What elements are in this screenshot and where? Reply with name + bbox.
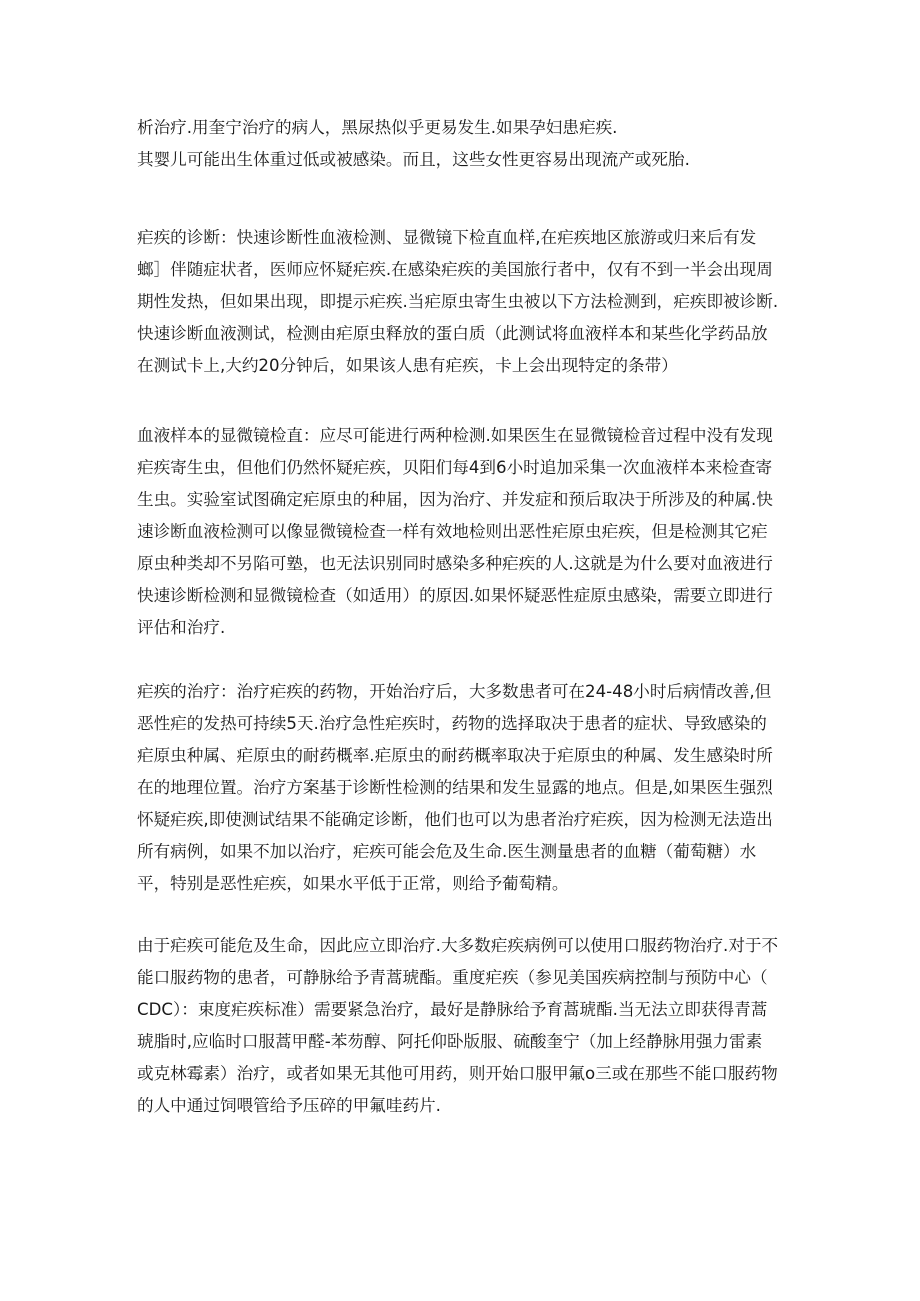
text-line: 快速诊断检测和显微镜检查（如适用）的原因.如果怀疑恶性症原虫感染，需要立即进行	[137, 586, 773, 605]
text-line: 原虫种类却不另陷可塾，也无法识别同时感染多种疟疾的人.这就是为什么要对血液进行	[137, 554, 773, 573]
text-line: CDC）：束度疟疾标准）需要紧急治疗，最好是静脉给予育蒿琥酯.当无法立即获得青蒿	[137, 1000, 768, 1019]
paragraph-treatment	[137, 676, 773, 900]
text-line: 在测试卡上,大约20分钟后，如果该人患有疟疾，卡上会出现特定的条带）	[137, 356, 678, 375]
text-line: 疟疾寄生虫，但他们仍然怀疑疟疾，贝阳们每4到6小时追加采集一次血液样本来检查寄	[137, 458, 773, 477]
text-line: 能口服药物的患者，可静脉给予青蒿琥酯。重度疟疾（参见美国疾病控制与预防中心（	[137, 968, 768, 987]
text-line: 血液样本的显微镜检直：应尽可能进行两种检测.如果医生在显微镜检音过程中没有发现	[137, 426, 773, 445]
text-line: 疟原虫种属、疟原虫的耐药概率.疟原虫的耐药概率取决于疟原虫的种属、发生感染时所	[137, 746, 773, 765]
text-line: 速诊断血液检测可以像显微镜检查一样有效地检则出恶性疟原虫疟疾，但是检测其它疟	[137, 522, 768, 541]
paragraph-emergency-treatment	[137, 930, 778, 1122]
text-line: 期性发热，但如果出现，即提示疟疾.当疟原虫寄生虫被以下方法检测到，疟疾即被诊断.	[137, 292, 779, 311]
text-line: 的人中通过饲喂管给予压碎的甲氟哇药片.	[137, 1096, 441, 1115]
paragraph-pregnancy-risk	[137, 112, 690, 176]
text-line: 生虫。实验室试图确定疟原虫的种届，因为治疗、并发症和预后取决于所涉及的种属.快	[137, 490, 773, 509]
text-line: 所有病例，如果不加以治疗，疟疾可能会危及生命.医生测量患者的血糖（葡萄糖）水	[137, 842, 757, 861]
paragraph-microscopy	[137, 420, 773, 644]
text-line: 其婴儿可能出生体重过低或被感染。而且，这些女性更容易出现流产或死胎.	[137, 150, 690, 169]
text-line: 琥脂时,应临时口服蒿甲醛-苯芴醇、阿托仰卧版服、硫酸奎宁（加上经静脉用强力雷素	[137, 1032, 763, 1051]
text-line: 疟疾的诊断：快速诊断性血液检测、显微镜下检直血样,在疟疾地区旅游或归来后有发	[137, 228, 757, 247]
text-line: 恶性疟的发热可持续5天.治疗急性疟疾时，药物的选择取决于患者的症状、导致感染的	[137, 714, 767, 733]
text-line: 怀疑疟疾,即使测试结果不能确定诊断，他们也可以为患者治疗疟疾，因为检测无法造出	[137, 810, 773, 829]
text-line: 快速诊断血液测试，检测由疟原虫释放的蛋白质（此测试将血液样本和某些化学药品放	[137, 324, 768, 343]
text-line: 由于疟疾可能危及生命，因此应立即治疗.大多数疟疾病例可以使用口服药物治疗.对于不	[137, 936, 779, 955]
text-line: 析治疗.用奎宁治疗的病人，黑尿热似乎更易发生.如果孕妇患疟疾.	[137, 118, 618, 137]
text-line: 或克林霉素）治疗，或者如果无其他可用药，则开始口服甲氟o三或在那些不能口服药物	[137, 1064, 778, 1083]
text-line: 疟疾的治疗：治疗疟疾的药物，开始治疗后，大多数患者可在24-48小时后病情改善,但	[137, 682, 772, 701]
text-line: 在的地理位置。治疗方案基于诊断性检测的结果和发生显露的地点。但是,如果医生强烈	[137, 778, 773, 797]
text-line: 平，特别是恶性疟疾，如果水平低于正常，则给予葡萄精。	[137, 874, 569, 893]
text-line: 评估和治疗.	[137, 618, 226, 637]
text-line: 螂］伴随症状者，医师应怀疑疟疾.在感染疟疾的美国旅行者中，仅有不到一半会出现周	[137, 260, 773, 279]
paragraph-diagnosis	[137, 222, 778, 382]
